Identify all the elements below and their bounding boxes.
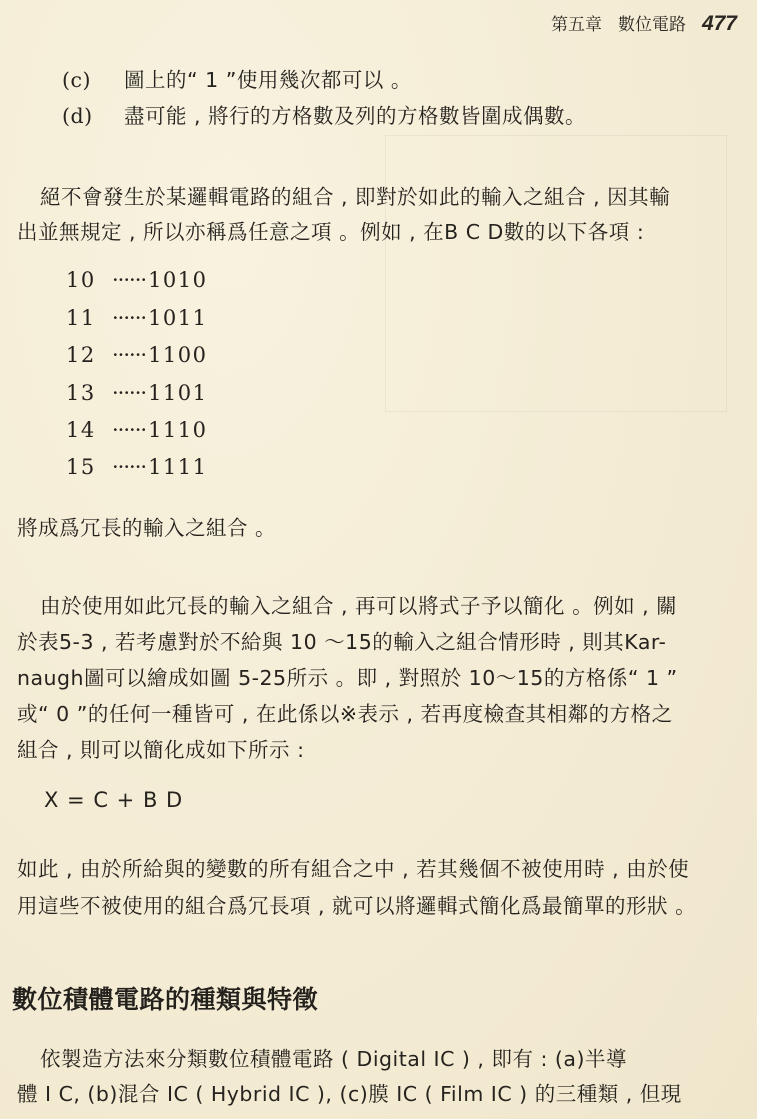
chapter-label: 第五章 [550,15,602,35]
bcd-list-item: 11 ······1011 [66,306,208,330]
paragraph-line: 組合 , 則可以簡化成如下所示 : [17,738,305,762]
bcd-list-item: 13 ······1101 [66,381,208,405]
page-number: 477 [701,12,737,35]
section-label: 數位電路 [617,15,686,35]
rule-item-d [62,99,586,129]
paragraph-line: 如此 , 由於所給與的變數的所有組合之中 , 若其幾個不被使用時 , 由於使 [17,857,690,881]
rule-label: (d) [62,104,93,128]
paragraph-line: 或“ 0 ”的任何一種皆可 , 在此係以※表示 , 若再度檢查其相鄰的方格之 [17,702,673,726]
paragraph-line: 將成爲冗長的輸入之組合 。 [17,516,277,540]
bcd-list-item: 10 ······1010 [66,268,208,292]
rule-label: (c) [62,68,91,92]
paragraph-line: 於表5-3 , 若考慮對於不給與 10 ～15的輸入之組合情形時 , 則其Kar- [17,630,667,654]
bleed-through-grid [385,135,727,412]
bcd-list-item: 14 ······1110 [66,418,208,442]
paragraph-line: 絕不會發生於某邏輯電路的組合 , 即對於如此的輸入之組合 , 因其輸 [40,185,671,209]
bcd-list-item: 12 ······1100 [66,343,208,367]
paragraph-line: 體 I C, (b)混合 IC ( Hybrid IC ), (c)膜 IC ( Film IC ) 的三種類 , 但現 [17,1082,682,1106]
paragraph-line: naugh圖可以繪成如圖 5-25所示 。即 , 對照於 10～15的方格係“ 1 ” [17,666,678,690]
paragraph-line: 用這些不被使用的組合爲冗長項 , 就可以將邏輯式簡化爲最簡單的形狀 。 [17,894,697,918]
bcd-list-item: 15 ······1111 [66,455,208,479]
section-heading: 數位積體電路的種類與特徵 [12,985,319,1014]
boolean-formula: X = C + B D [44,788,184,812]
paragraph-line: 出並無規定 , 所以亦稱爲任意之項 。例如 , 在B C D數的以下各項 : [17,220,645,244]
running-header [551,10,737,36]
rule-item-c [62,63,412,93]
paragraph-line: 由於使用如此冗長的輸入之組合 , 再可以將式子予以簡化 。例如 , 關 [40,594,678,618]
rule-text: 盡可能 , 將行的方格數及列的方格數皆圍成偶數。 [124,104,587,128]
paragraph-line: 依製造方法來分類數位積體電路 ( Digital IC ) , 即有 : (a)半導 [40,1047,627,1071]
rule-text: 圖上的“ 1 ”使用幾次都可以 。 [124,68,412,92]
